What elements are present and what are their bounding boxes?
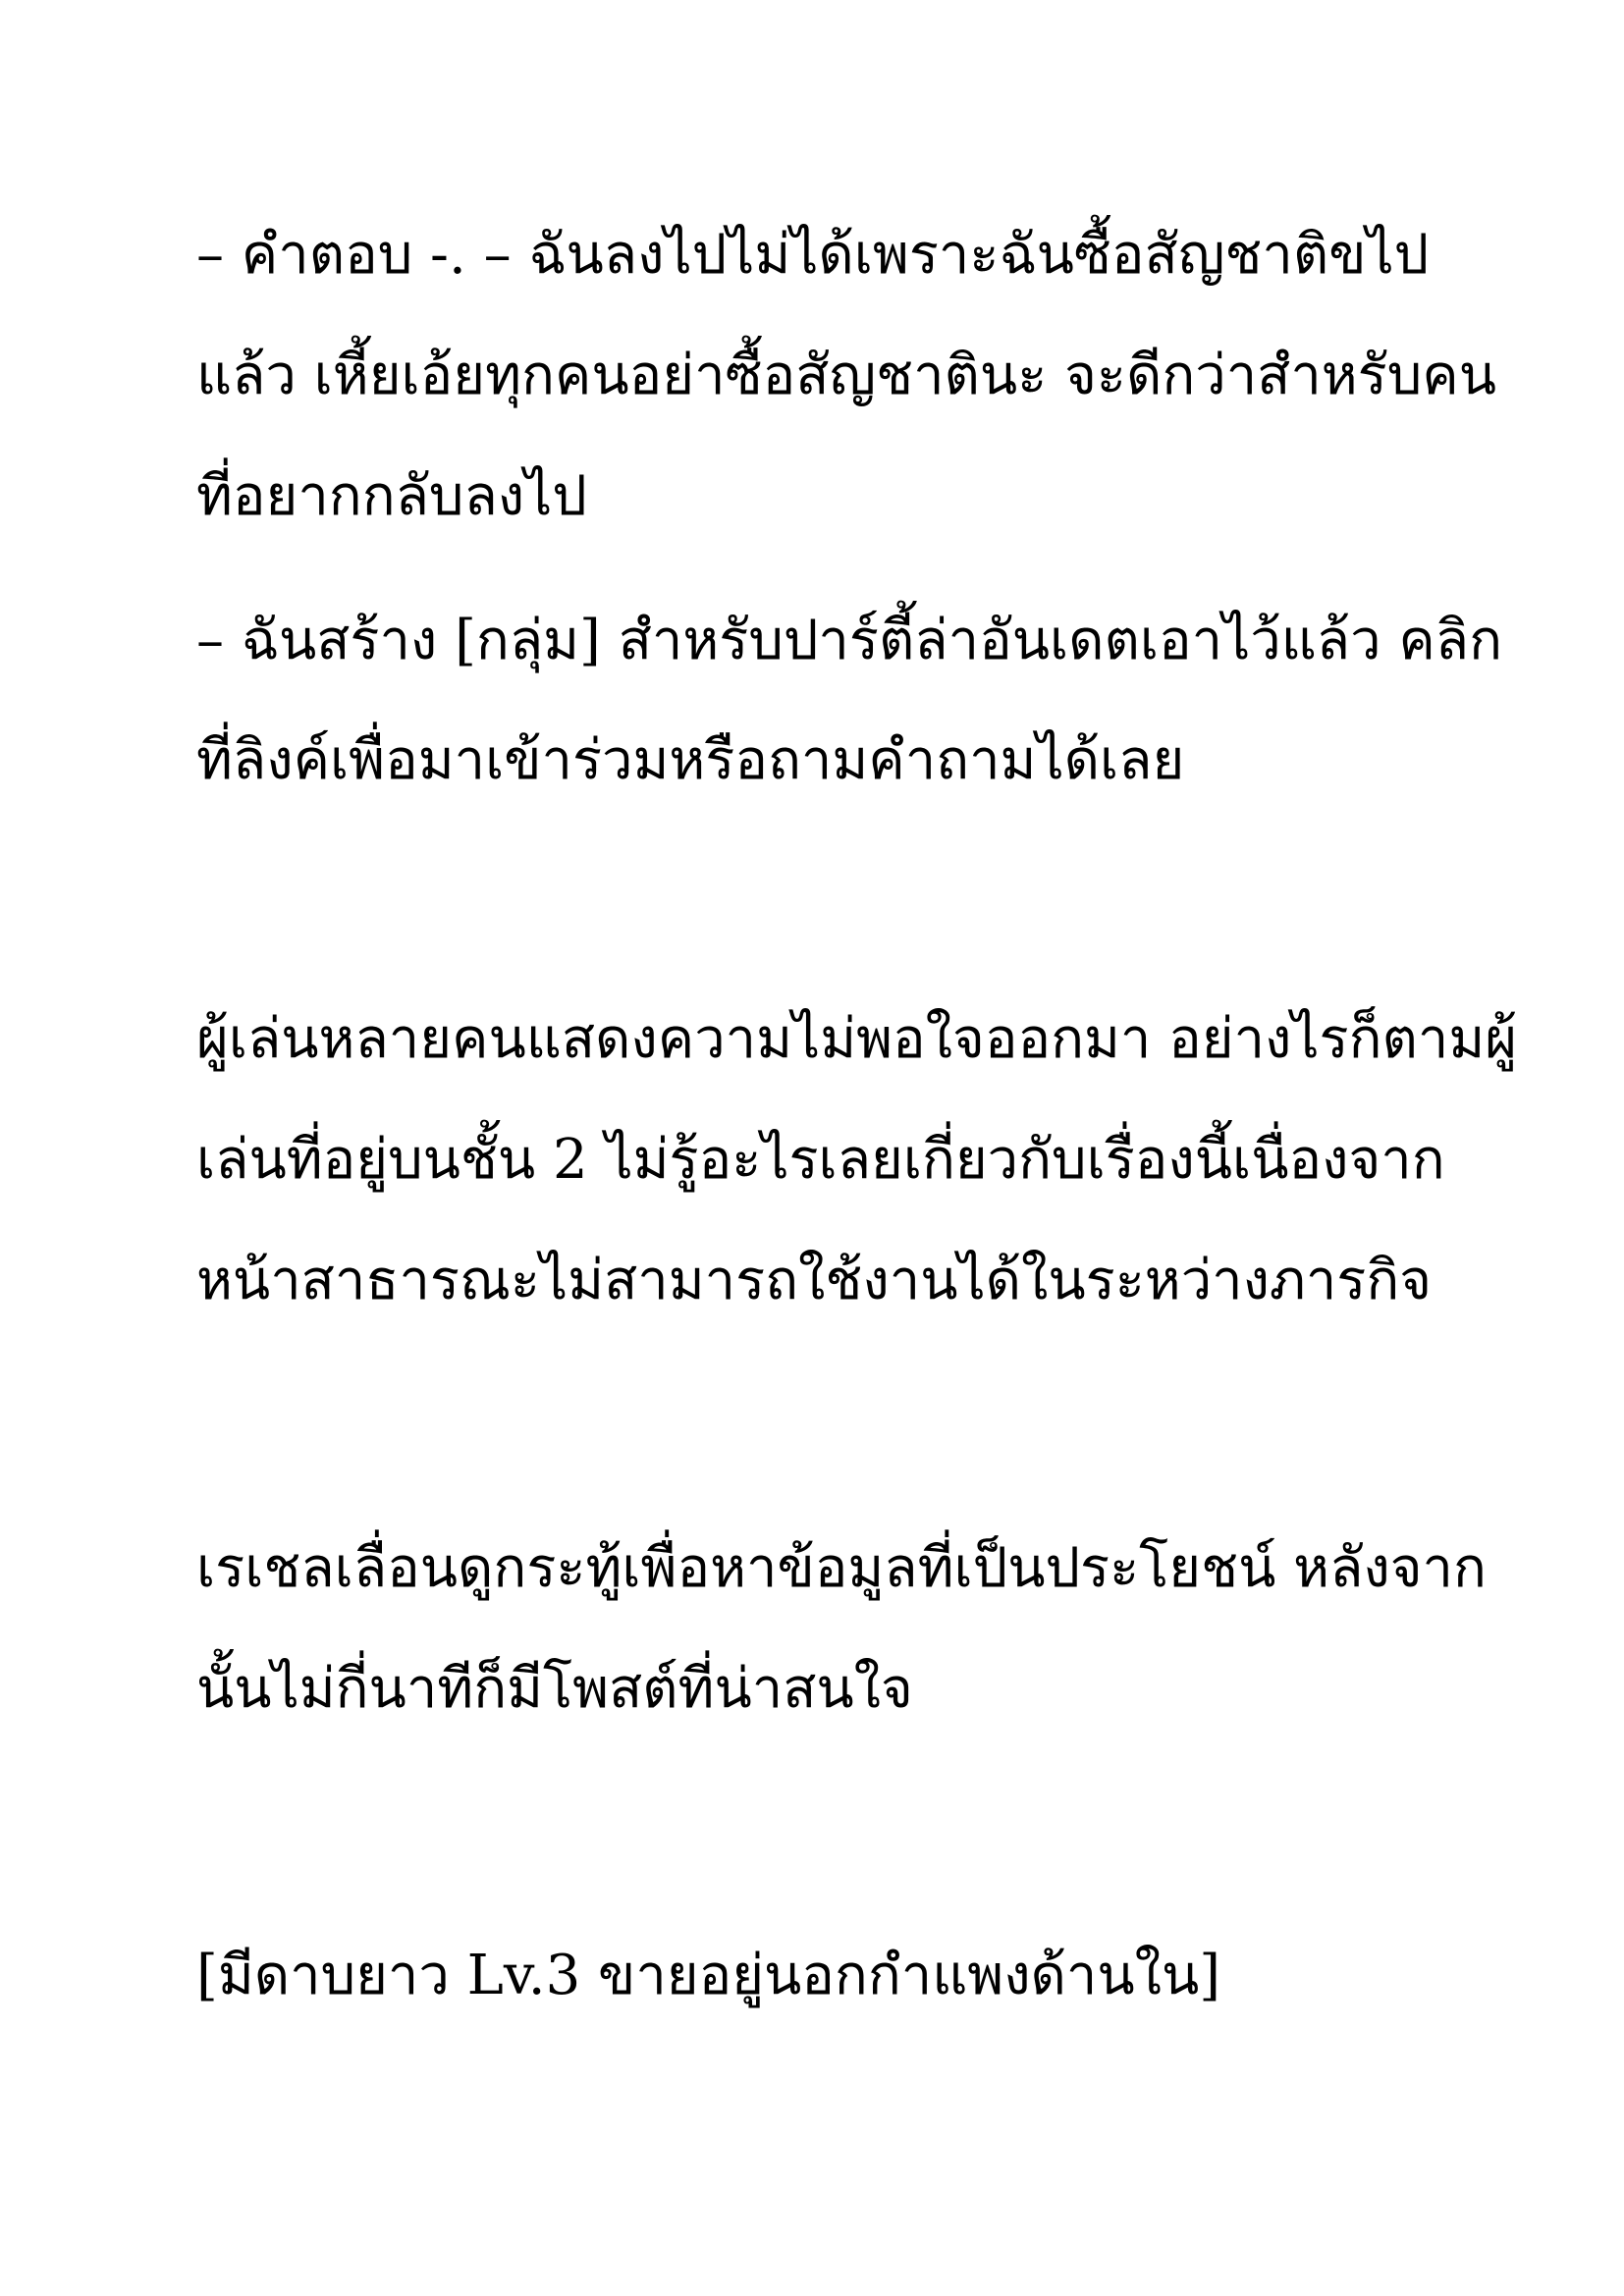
text-line: หน้าสาธารณะไม่สามารถใช้งานได้ในระหว่างภารกิจ <box>196 1249 1433 1312</box>
text-line: นั้นไม่กี่นาทีก็มีโพสต์ที่น่าสนใจ <box>196 1657 913 1721</box>
text-line: เรเชลเลื่อนดูกระทู้เพื่อหาข้อมูลที่เป็นประโยชน์ หลังจาก <box>196 1536 1487 1600</box>
text-line: – ฉันสร้าง [กลุ่ม] สำหรับปาร์ตี้ล่าอันเดตเอาไว้แล้ว คลิก <box>196 609 1503 672</box>
text-line: ที่ลิงค์เพื่อมาเข้าร่วมหรือถามคำถามได้เลย <box>196 728 1185 792</box>
text-line: – คำตอบ -. – ฉันลงไปไม่ได้เพราะฉันซื้อสัญชาติขไป <box>196 223 1430 287</box>
text-line: ที่อยากกลับลงไป <box>196 464 587 528</box>
text-line: [มีดาบยาว Lv.3 ขายอยู่นอกกำแพงด้านใน] <box>196 1944 1221 2007</box>
text-line: แล้ว เหี้ยเอ้ยทุกคนอย่าซื้อสัญชาตินะ จะดีกว่าสำหรับคน <box>196 344 1497 407</box>
text-line: เล่นที่อยู่บนชั้น 2 ไม่รู้อะไรเลยเกี่ยวกับเรื่องนี้เนื่องจาก <box>196 1128 1445 1192</box>
text-line: ผู้เล่นหลายคนแสดงความไม่พอใจออกมา อย่างไรก็ตามผู้ <box>196 1007 1518 1071</box>
